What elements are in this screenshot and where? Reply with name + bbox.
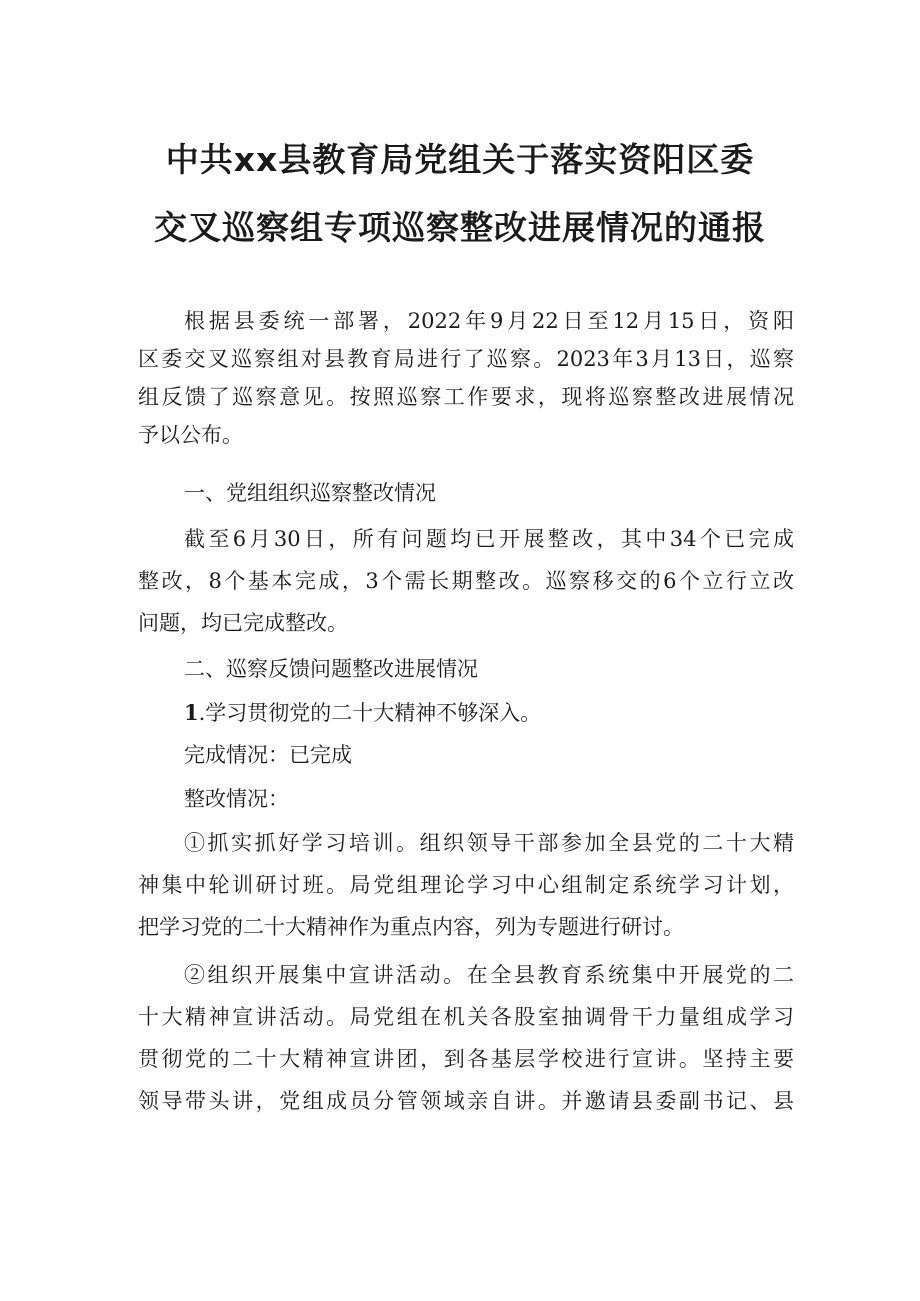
section-heading-2: 二、巡察反馈问题整改进展情况 xyxy=(184,657,478,681)
paragraph-1-line-2: 区委交叉巡察组对县教育局进行了巡察。2023年3月13日，巡察 xyxy=(138,347,794,371)
paragraph-4-line-3: 贯彻党的二十大精神宣讲团，到各基层学校进行宣讲。坚持主要 xyxy=(138,1047,794,1071)
paragraph-3-line-1: ①抓实抓好学习培训。组织领导干部参加全县党的二十大精 xyxy=(184,831,794,855)
paragraph-3-line-2: 神集中轮训研讨班。局党组理论学习中心组制定系统学习计划， xyxy=(138,873,794,897)
document-title-line-1: 中共xx县教育局党组关于落实资阳区委 xyxy=(165,140,755,179)
paragraph-2-line-3: 问题，均已完成整改。 xyxy=(138,611,348,635)
item-number: 1 xyxy=(184,700,199,725)
document-title-line-2: 交叉巡察组专项巡察整改进展情况的通报 xyxy=(154,208,766,247)
paragraph-4-line-1: ②组织开展集中宣讲活动。在全县教育系统集中开展党的二 xyxy=(184,963,794,987)
item-text: .学习贯彻党的二十大精神不够深入。 xyxy=(198,701,542,725)
paragraph-3-line-3: 把学习党的二十大精神作为重点内容，列为专题进行研讨。 xyxy=(138,915,684,939)
paragraph-4-line-2: 十大精神宣讲活动。局党组在机关各股室抽调骨干力量组成学习 xyxy=(138,1005,794,1029)
section-heading-1: 一、党组组织巡察整改情况 xyxy=(184,481,436,505)
paragraph-2-line-2: 整改，8个基本完成，3个需长期整改。巡察移交的6个立行立改 xyxy=(138,569,794,593)
paragraph-4-line-4: 领导带头讲，党组成员分管领域亲自讲。并邀请县委副书记、县 xyxy=(138,1089,794,1113)
rectification-heading: 整改情况： xyxy=(184,787,289,811)
paragraph-1-line-3: 组反馈了巡察意见。按照巡察工作要求，现将巡察整改进展情况 xyxy=(138,385,794,409)
paragraph-1-line-1: 根据县委统一部署，2022年9月22日至12月15日，资阳 xyxy=(184,309,794,333)
completion-status: 完成情况：已完成 xyxy=(184,743,352,767)
item-1-heading xyxy=(184,694,541,732)
paragraph-2-line-1: 截至6月30日，所有问题均已开展整改，其中34个已完成 xyxy=(184,527,794,551)
paragraph-1-line-4: 予以公布。 xyxy=(138,423,243,447)
